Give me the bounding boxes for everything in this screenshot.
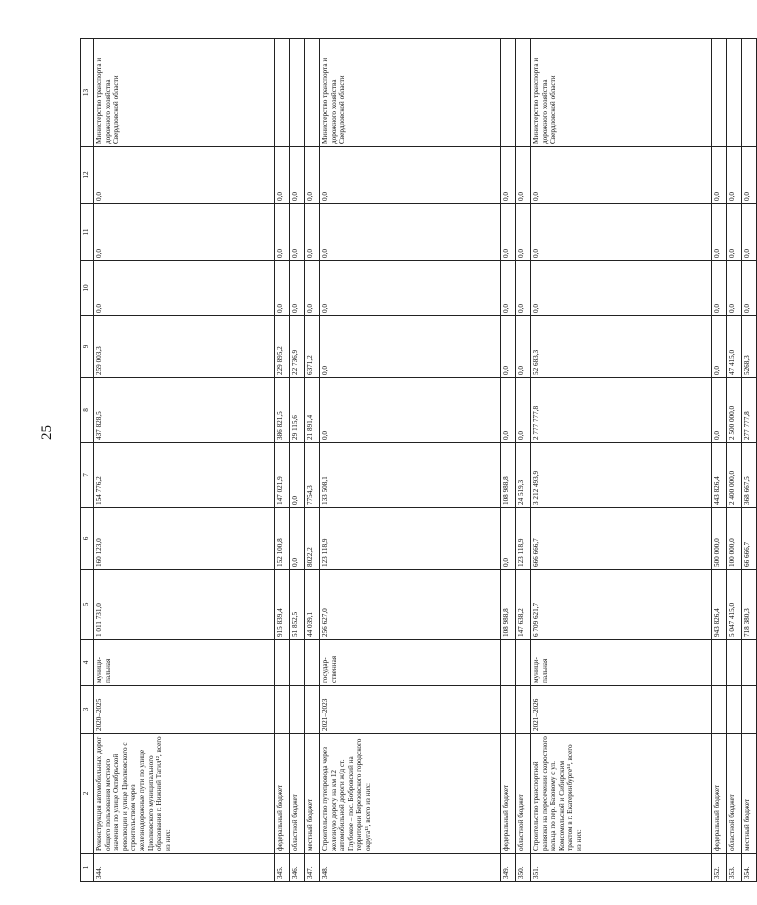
table-cell: 344. <box>94 854 275 882</box>
table-cell: 0,0 <box>516 378 531 443</box>
table-cell: 386 821,5 <box>275 378 290 443</box>
table-cell: 277 777,8 <box>742 378 757 443</box>
table-cell: 229 895,2 <box>275 316 290 378</box>
table-cell <box>275 640 290 686</box>
table-cell: муници-пальная <box>531 640 712 686</box>
table-cell: 368 667,5 <box>742 443 757 508</box>
table-cell: 943 826,4 <box>712 570 727 640</box>
table-cell: 0,0 <box>712 316 727 378</box>
table-cell: 256 627,0 <box>320 570 501 640</box>
table-cell: 66 666,7 <box>742 508 757 570</box>
table-cell: 147 021,9 <box>275 443 290 508</box>
table-row <box>94 39 275 882</box>
table-cell: 350. <box>516 854 531 882</box>
table-cell <box>305 640 320 686</box>
table-cell <box>305 686 320 734</box>
table-cell <box>501 640 516 686</box>
table-cell: 443 826,4 <box>712 443 727 508</box>
table-cell: 0,0 <box>727 147 742 204</box>
table-cell: 2 500 000,0 <box>727 378 742 443</box>
table-cell: 0,0 <box>320 378 501 443</box>
table-cell: 0,0 <box>712 147 727 204</box>
table-cell: 29 115,6 <box>290 378 305 443</box>
table-cell: 345. <box>275 854 290 882</box>
table-cell: 5 047 415,0 <box>727 570 742 640</box>
table-cell <box>742 640 757 686</box>
table-cell: 7754,3 <box>305 443 320 508</box>
table-row <box>727 39 742 882</box>
col-header: 12 <box>81 147 94 204</box>
table-cell: Строительство путепровода через железную дорогу на км 12 автомобильной дороги ж/д ст. Глубокое – пос. Бобровский на территории Березовского городского округа¹³, всего из них: <box>320 734 501 854</box>
table-cell: 2021–2023 <box>320 686 501 734</box>
table-cell: 147 638,2 <box>516 570 531 640</box>
table-cell: Реконструкция автомобильных дорог общего пользования местного значения по улице Октябрьской революции и улице Циолковского с строительством через железнодорожные пути по улице Циолковского муниципального образования г. Нижний Тагил¹², всего из них: <box>94 734 275 854</box>
table-cell: федеральный бюджет <box>275 734 290 854</box>
table-cell <box>712 640 727 686</box>
table-cell: 0,0 <box>501 316 516 378</box>
col-header: 1 <box>81 854 94 882</box>
table-cell: 718 380,3 <box>742 570 757 640</box>
table-cell: 5268,3 <box>742 316 757 378</box>
col-header: 13 <box>81 39 94 147</box>
header-row <box>81 39 94 882</box>
table-cell: 0,0 <box>531 261 712 316</box>
table-cell: 0,0 <box>501 508 516 570</box>
table-cell: 0,0 <box>531 204 712 261</box>
table-cell: 0,0 <box>275 261 290 316</box>
table-cell: 0,0 <box>290 508 305 570</box>
table-cell: 437 828,5 <box>94 378 275 443</box>
table-cell <box>290 39 305 147</box>
table-cell: 0,0 <box>290 443 305 508</box>
col-header: 10 <box>81 261 94 316</box>
table-row <box>501 39 516 882</box>
table-cell: 1 011 731,0 <box>94 570 275 640</box>
table-cell: 0,0 <box>727 261 742 316</box>
table-cell <box>501 39 516 147</box>
table-cell: 915 839,4 <box>275 570 290 640</box>
table-cell: 0,0 <box>320 261 501 316</box>
table-row <box>290 39 305 882</box>
table-cell: 52 683,3 <box>531 316 712 378</box>
table-cell: 0,0 <box>531 147 712 204</box>
table-cell: 133 508,1 <box>320 443 501 508</box>
table-cell <box>290 640 305 686</box>
table-cell: областной бюджет <box>290 734 305 854</box>
table-cell: 2020–2025 <box>94 686 275 734</box>
table-cell <box>727 39 742 147</box>
table-cell: 500 000,0 <box>712 508 727 570</box>
table-cell: 0,0 <box>320 316 501 378</box>
table-cell <box>305 39 320 147</box>
table-row <box>305 39 320 882</box>
table-cell: местный бюджет <box>305 734 320 854</box>
table-cell: областной бюджет <box>727 734 742 854</box>
table-cell: 0,0 <box>516 261 531 316</box>
table-cell: 0,0 <box>94 204 275 261</box>
table-cell: 0,0 <box>305 147 320 204</box>
table-cell: 0,0 <box>742 261 757 316</box>
table-cell <box>516 39 531 147</box>
table-cell: 0,0 <box>94 147 275 204</box>
table-row <box>320 39 501 882</box>
table-cell <box>727 640 742 686</box>
col-header: 11 <box>81 204 94 261</box>
table-cell: 108 988,8 <box>501 443 516 508</box>
table-cell: 348. <box>320 854 501 882</box>
table-cell: 2 400 000,0 <box>727 443 742 508</box>
table-cell: 352. <box>712 854 727 882</box>
table-cell: 0,0 <box>320 147 501 204</box>
table-cell <box>742 39 757 147</box>
table-cell: 666 666,7 <box>531 508 712 570</box>
table-cell: 47 415,0 <box>727 316 742 378</box>
table-cell <box>712 686 727 734</box>
table-cell <box>742 686 757 734</box>
table-cell: государ-ственная <box>320 640 501 686</box>
table-cell: 0,0 <box>712 261 727 316</box>
table-cell: 21 891,4 <box>305 378 320 443</box>
table-cell: 108 988,8 <box>501 570 516 640</box>
table-cell: 0,0 <box>501 204 516 261</box>
table-cell <box>501 686 516 734</box>
table-cell: местный бюджет <box>742 734 757 854</box>
table-cell: 354. <box>742 854 757 882</box>
table-cell: 6 709 621,7 <box>531 570 712 640</box>
table-cell: 0,0 <box>501 378 516 443</box>
table-cell <box>727 686 742 734</box>
table-cell: 0,0 <box>275 147 290 204</box>
table-cell: 0,0 <box>320 204 501 261</box>
table-cell: 0,0 <box>94 261 275 316</box>
table-cell: Строительство транспортной развязки на пересечении скоростного кольца по пер. Базовому с ул. Комсомольской и Сибирским трактом в г. Екатеринбурге¹⁴, всего из них: <box>531 734 712 854</box>
table-cell: 349. <box>501 854 516 882</box>
table-cell: 22 736,9 <box>290 316 305 378</box>
table-cell: 123 118,9 <box>516 508 531 570</box>
col-header: 3 <box>81 686 94 734</box>
table-cell: 154 776,2 <box>94 443 275 508</box>
table-cell: областной бюджет <box>516 734 531 854</box>
table-row <box>516 39 531 882</box>
table-cell: федеральный бюджет <box>501 734 516 854</box>
table-cell: 160 123,0 <box>94 508 275 570</box>
col-header: 8 <box>81 378 94 443</box>
col-header: 4 <box>81 640 94 686</box>
table-cell: 0,0 <box>742 204 757 261</box>
table-cell <box>275 39 290 147</box>
table-cell: 0,0 <box>516 147 531 204</box>
col-header: 7 <box>81 443 94 508</box>
table-cell: 0,0 <box>290 204 305 261</box>
table-cell: 6371,2 <box>305 316 320 378</box>
table-cell <box>275 686 290 734</box>
table-cell <box>290 686 305 734</box>
table-row <box>275 39 290 882</box>
table-cell: 44 039,1 <box>305 570 320 640</box>
table-cell: 259 003,3 <box>94 316 275 378</box>
table-cell: 24 519,3 <box>516 443 531 508</box>
rotated-table-container <box>80 39 751 882</box>
table-cell: 51 852,5 <box>290 570 305 640</box>
table-cell: 0,0 <box>290 261 305 316</box>
table-row <box>531 39 712 882</box>
table-cell: 0,0 <box>305 204 320 261</box>
table-cell: 0,0 <box>712 204 727 261</box>
table-cell: 8022,2 <box>305 508 320 570</box>
table-cell: 0,0 <box>516 204 531 261</box>
table-cell <box>712 39 727 147</box>
budget-table <box>80 38 757 882</box>
table-cell: 0,0 <box>501 147 516 204</box>
table-cell: 2021–2026 <box>531 686 712 734</box>
table-cell: 3 212 493,9 <box>531 443 712 508</box>
table-cell: 0,0 <box>501 261 516 316</box>
table-cell: 347. <box>305 854 320 882</box>
table-cell: 0,0 <box>712 378 727 443</box>
table-cell: 0,0 <box>305 261 320 316</box>
page-number: 25 <box>39 425 55 440</box>
col-header: 2 <box>81 734 94 854</box>
table-cell: 152 100,8 <box>275 508 290 570</box>
col-header: 6 <box>81 508 94 570</box>
table-cell: Министерство транспорта и дорожного хозяйства Свердловской области <box>531 39 712 147</box>
table-row <box>712 39 727 882</box>
table-cell: 346. <box>290 854 305 882</box>
col-header: 5 <box>81 570 94 640</box>
table-cell: 0,0 <box>727 204 742 261</box>
table-cell: 351. <box>531 854 712 882</box>
table-cell: 353. <box>727 854 742 882</box>
table-cell <box>516 686 531 734</box>
table-cell: 0,0 <box>290 147 305 204</box>
table-cell: 100 000,0 <box>727 508 742 570</box>
col-header: 9 <box>81 316 94 378</box>
table-cell: 0,0 <box>275 204 290 261</box>
table-cell: 2 777 777,8 <box>531 378 712 443</box>
table-row <box>742 39 757 882</box>
table-cell: федеральный бюджет <box>712 734 727 854</box>
table-cell <box>516 640 531 686</box>
table-cell: Министерство транспорта и дорожного хозяйства Свердловской области <box>94 39 275 147</box>
table-cell: 123 118,9 <box>320 508 501 570</box>
table-cell: 0,0 <box>516 316 531 378</box>
table-cell: Министерство транспорта и дорожного хозяйства Свердловской области <box>320 39 501 147</box>
table-cell: муници-пальная <box>94 640 275 686</box>
table-cell: 0,0 <box>742 147 757 204</box>
